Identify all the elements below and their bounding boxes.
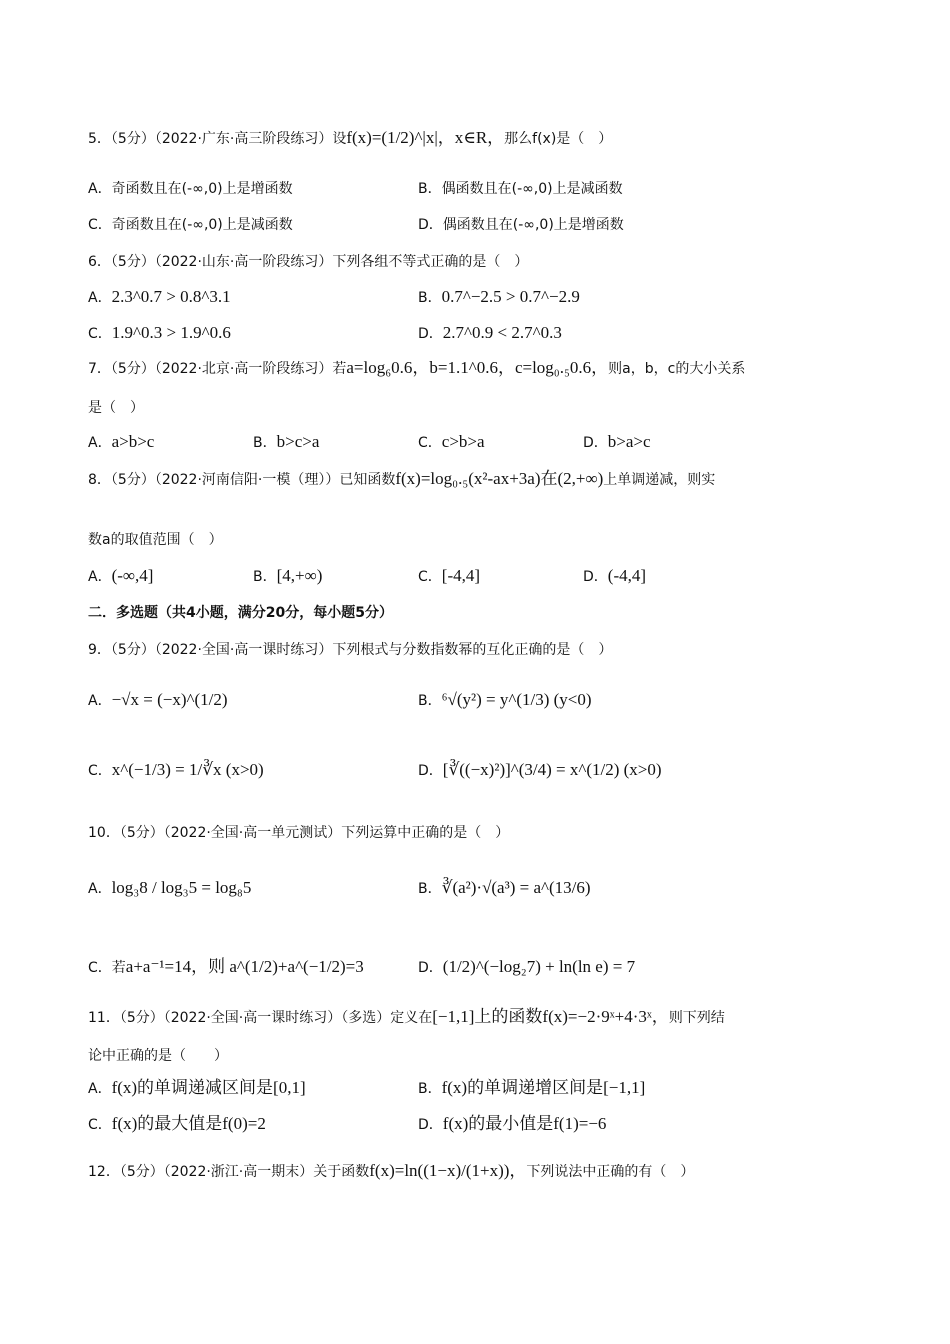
option-label: D． xyxy=(583,435,608,451)
question-9-option-b[interactable] xyxy=(418,690,592,711)
option-label: B． xyxy=(253,569,277,585)
question-11-continued xyxy=(88,1045,228,1066)
option-label: D． xyxy=(583,569,608,585)
option-math: 2.3^0.7 > 0.8^3.1 xyxy=(111,287,231,306)
option-math: a>b>c xyxy=(111,432,155,451)
question-7-stem: 7．（5分）（2022·北京·高一阶段练习）若 xyxy=(88,361,347,377)
question-12 xyxy=(88,1161,694,1182)
question-5-option-a[interactable] xyxy=(88,178,293,199)
option-math: 0.7^−2.5 > 0.7^−2.9 xyxy=(441,287,580,306)
question-11-tail: 则下列结 xyxy=(668,1010,725,1026)
option-text: D．偶函数且在(-∞,0)上是增函数 xyxy=(418,217,624,233)
option-math: 1.9^0.3 > 1.9^0.6 xyxy=(111,323,231,342)
option-math: ⁶√(y²) = y^(1/3) (y<0) xyxy=(441,690,592,709)
option-math: log₃8 / log₃5 = log₈5 xyxy=(111,878,252,897)
option-label: D． xyxy=(418,326,443,342)
option-math: c>b>a xyxy=(441,432,485,451)
question-11 xyxy=(88,1007,725,1028)
option-text: B．偶函数且在(-∞,0)上是减函数 xyxy=(418,181,623,197)
option-math: f(x)的单调递减区间是[0,1] xyxy=(111,1078,306,1097)
question-6 xyxy=(88,251,528,272)
option-math: 2.7^0.9 < 2.7^0.3 xyxy=(442,323,562,342)
question-5-option-d[interactable] xyxy=(418,214,624,235)
question-10 xyxy=(88,822,509,843)
option-label: B． xyxy=(253,435,277,451)
option-label: C． xyxy=(88,1117,112,1133)
question-11-option-d[interactable] xyxy=(418,1114,606,1135)
question-6-option-a[interactable] xyxy=(88,287,231,308)
option-label: C． xyxy=(88,326,112,342)
option-label: A． xyxy=(88,881,112,897)
question-6-stem: 6．（5分）（2022·山东·高一阶段练习）下列各组不等式正确的是（ ） xyxy=(88,254,529,270)
question-11-option-a[interactable] xyxy=(88,1078,306,1099)
question-7-option-c[interactable] xyxy=(418,432,485,453)
question-6-option-b[interactable] xyxy=(418,287,580,308)
option-label: A． xyxy=(88,1081,112,1097)
question-7-tail: 则a，b，c的大小关系 xyxy=(608,361,746,377)
question-8-option-b[interactable] xyxy=(253,566,322,587)
option-math: f(x)的最大值是f(0)=2 xyxy=(111,1114,266,1133)
option-text: C．奇函数且在(-∞,0)上是减函数 xyxy=(88,217,293,233)
option-math: b>a>c xyxy=(607,432,651,451)
question-10-option-c[interactable] xyxy=(88,957,364,978)
option-math: (-4,4] xyxy=(607,566,647,585)
option-math: f(x)的单调递增区间是[−1,1] xyxy=(441,1078,646,1097)
question-7-continued xyxy=(88,397,144,418)
question-9-stem: 9．（5分）（2022·全国·高一课时练习）下列根式与分数指数幂的互化正确的是（ ） xyxy=(88,642,613,658)
question-9-option-a[interactable] xyxy=(88,690,228,711)
section-heading-multi-choice: 二．多选题（共4小题，满分20分，每小题5分） xyxy=(88,605,393,621)
question-8-tail: 上单调递减，则实 xyxy=(603,472,716,488)
option-label: A． xyxy=(88,290,112,306)
option-label: A． xyxy=(88,569,112,585)
question-5-stem: 5．（5分）（2022·广东·高三阶段练习）设 xyxy=(88,131,347,147)
question-10-option-b[interactable] xyxy=(418,878,591,899)
question-7-stem-cont: 是（ ） xyxy=(88,400,144,416)
option-label: D． xyxy=(418,960,443,976)
question-11-option-c[interactable] xyxy=(88,1114,266,1135)
option-label: B． xyxy=(418,881,442,897)
option-math: b>c>a xyxy=(276,432,320,451)
option-label: C． xyxy=(418,569,442,585)
option-label: D． xyxy=(418,1117,443,1133)
question-8-option-c[interactable] xyxy=(418,566,480,587)
question-10-option-d[interactable] xyxy=(418,957,635,978)
question-9-option-d[interactable] xyxy=(418,760,662,781)
option-label: C． xyxy=(88,763,112,779)
question-11-math: [−1,1]上的函数f(x)=−2·9ˣ+4·3ˣ， xyxy=(432,1007,669,1026)
question-8-math: f(x)=log₀.₅(x²-ax+3a)在(2,+∞) xyxy=(395,469,604,488)
question-9 xyxy=(88,639,612,660)
option-label: B． xyxy=(418,693,442,709)
question-8-stem-cont: 数a的取值范围（ ） xyxy=(88,532,223,548)
option-math: f(x)的最小值是f(1)=−6 xyxy=(442,1114,607,1133)
question-5-option-c[interactable] xyxy=(88,214,293,235)
option-math: x^(−1/3) = 1/∛x (x>0) xyxy=(111,760,264,779)
option-math: [-4,4] xyxy=(441,566,481,585)
question-6-option-c[interactable] xyxy=(88,323,231,344)
question-5 xyxy=(88,128,612,149)
option-label: C． xyxy=(418,435,442,451)
question-8-option-d[interactable] xyxy=(583,566,646,587)
option-label: B． xyxy=(418,1081,442,1097)
question-5-math: f(x)=(1/2)^|x|，x∈R， xyxy=(346,128,505,147)
option-math: (-∞,4] xyxy=(111,566,154,585)
question-7 xyxy=(88,358,745,379)
question-12-math: f(x)=ln((1−x)/(1+x))， xyxy=(369,1161,527,1180)
option-math: ∛(a²)·√(a³) = a^(13/6) xyxy=(441,878,591,897)
question-10-stem: 10．（5分）（2022·全国·高一单元测试）下列运算中正确的是（ ） xyxy=(88,825,510,841)
question-8-stem: 8．（5分）（2022·河南信阳·一模（理））已知函数 xyxy=(88,472,396,488)
question-11-stem-cont: 论中正确的是（ ） xyxy=(88,1048,228,1064)
question-12-tail: 下列说法中正确的有（ ） xyxy=(526,1164,695,1180)
question-5-option-b[interactable] xyxy=(418,178,623,199)
option-label: A． xyxy=(88,435,112,451)
question-5-tail: 那么f(x)是（ ） xyxy=(504,131,613,147)
option-math: (1/2)^(−log₂7) + ln(ln e) = 7 xyxy=(442,957,636,976)
option-text: A．奇函数且在(-∞,0)上是增函数 xyxy=(88,181,293,197)
question-6-option-d[interactable] xyxy=(418,323,562,344)
option-math: −√x = (−x)^(1/2) xyxy=(111,690,228,709)
question-12-stem: 12．（5分）（2022·浙江·高一期末）关于函数 xyxy=(88,1164,370,1180)
option-math: a+a⁻¹=14，则 a^(1/2)+a^(−1/2)=3 xyxy=(125,957,364,976)
question-11-option-b[interactable] xyxy=(418,1078,645,1099)
question-9-option-c[interactable] xyxy=(88,760,264,781)
option-label: A． xyxy=(88,693,112,709)
question-8 xyxy=(88,469,715,490)
question-7-math: a=log₆0.6，b=1.1^0.6，c=log₀.₅0.6， xyxy=(346,358,609,377)
question-8-option-a[interactable] xyxy=(88,566,153,587)
option-label: B． xyxy=(418,290,442,306)
option-math: [∛((−x)²)]^(3/4) = x^(1/2) (x>0) xyxy=(442,760,662,779)
option-label: D． xyxy=(418,763,443,779)
question-8-continued xyxy=(88,529,223,550)
option-label: C．若 xyxy=(88,960,126,976)
question-7-option-a[interactable] xyxy=(88,432,154,453)
question-11-stem: 11．（5分）（2022·全国·高一课时练习）（多选）定义在 xyxy=(88,1010,433,1026)
question-7-option-b[interactable] xyxy=(253,432,319,453)
option-math: [4,+∞) xyxy=(276,566,323,585)
question-10-option-a[interactable] xyxy=(88,878,251,899)
question-7-option-d[interactable] xyxy=(583,432,651,453)
